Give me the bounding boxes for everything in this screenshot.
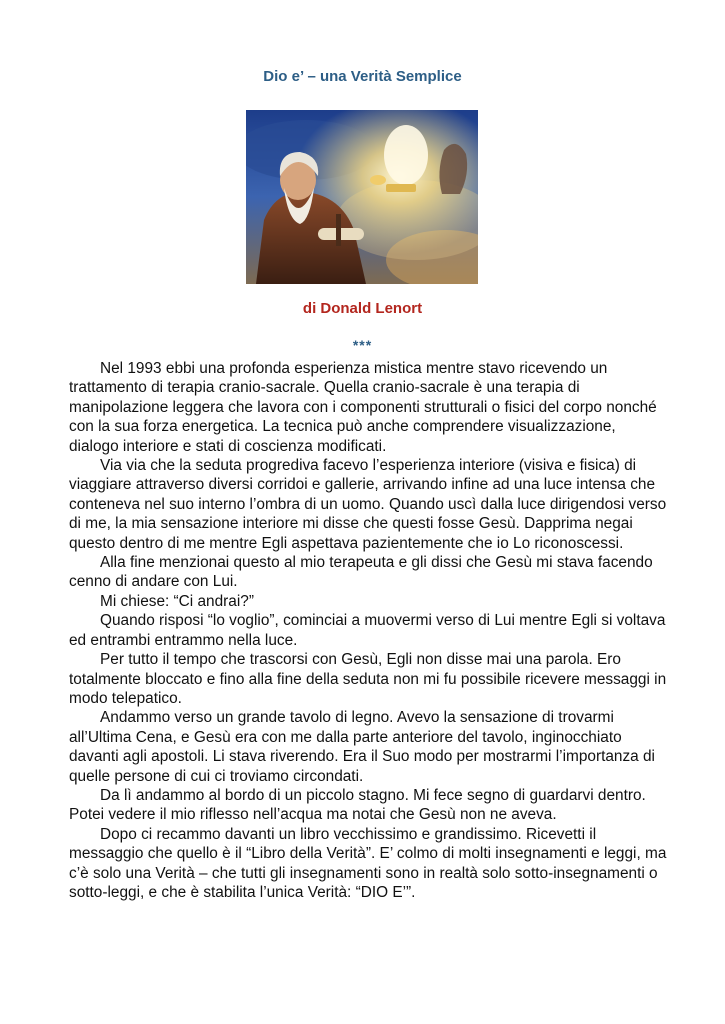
paragraph: Via via che la seduta progrediva facevo l’esperienza interiore (visiva e fisica) di viaggiare attraverso diversi corridoi e gallerie, arrivando infine ad una luce intensa che conteneva nel suo interno l’ombra di un uomo. Quando uscì dalla luce dirigendosi verso di me, la mia sensazione interiore mi disse che questi fosse Gesù. Dapprima negai questo dentro di me mentre Egli aspettava pazientemente che io Lo riconoscessi. xyxy=(69,457,667,552)
paragraph: Dopo ci recammo davanti un libro vecchissimo e grandissimo. Ricevetti il messaggio che quello è il “Libro della Verità”. E’ colmo di molti insegnamenti e leggi, ma c’è solo una Verità – che tutti gli insegnamenti sono in realtà solo sotto-insegnamenti o sotto-leggi, e che è stabilita l’unica Verità: “DIO E’”. xyxy=(69,825,667,901)
paragraph: Per tutto il tempo che trascorsi con Gesù, Egli non disse mai una parola. Ero totalmente bloccato e fino alla fine della seduta non mi fu possibile ricevere messaggi in modo telepatico. xyxy=(69,651,667,707)
illustration-image xyxy=(246,110,478,284)
paragraph: Nel 1993 ebbi una profonda esperienza mistica mentre stavo ricevendo un trattamento di terapia cranio-sacrale. Quella cranio-sacrale è una terapia di manipolazione leggera che lavora con i componenti strutturali o fisici del corpo nonché con la sua forza energetica. La tecnica può anche comprendere visualizzazione, dialogo interiore e stati di coscienza modificati. xyxy=(69,360,657,455)
paragraph: Da lì andammo al bordo di un piccolo stagno. Mi fece segno di guardarvi dentro. Potei vedere il mio riflesso nell’acqua ma notai che Gesù non ne aveva. xyxy=(69,786,646,824)
paragraph: Quando risposi “lo voglio”, cominciai a muovermi verso di Lui mentre Egli si voltava ed entrambi entrammo nella luce. xyxy=(69,612,666,649)
paragraph: Andammo verso un grande tavolo di legno. Avevo la sensazione di trovarmi all’Ultima Cena, e Gesù era con me dalla parte anteriore del tavolo, inginocchiato davanti agli apostoli. Li stava riverendo. Era il Suo modo per mostrarmi l’importanza di quelle persone di cui ci troviamo circondati. xyxy=(69,709,655,785)
illustration-artwork xyxy=(246,110,478,284)
paragraph: Alla fine menzionai questo al mio terapeuta e gli dissi che Gesù mi stava facendo cenno di andare con Lui. xyxy=(69,554,653,591)
author-byline: di Donald Lenort xyxy=(302,300,423,317)
paragraph: Mi chiese: “Ci andrai?” xyxy=(100,592,254,610)
section-separator: *** xyxy=(352,337,373,353)
page-title: Dio e’ – una Verità Semplice xyxy=(263,68,462,85)
article-body xyxy=(69,359,669,902)
